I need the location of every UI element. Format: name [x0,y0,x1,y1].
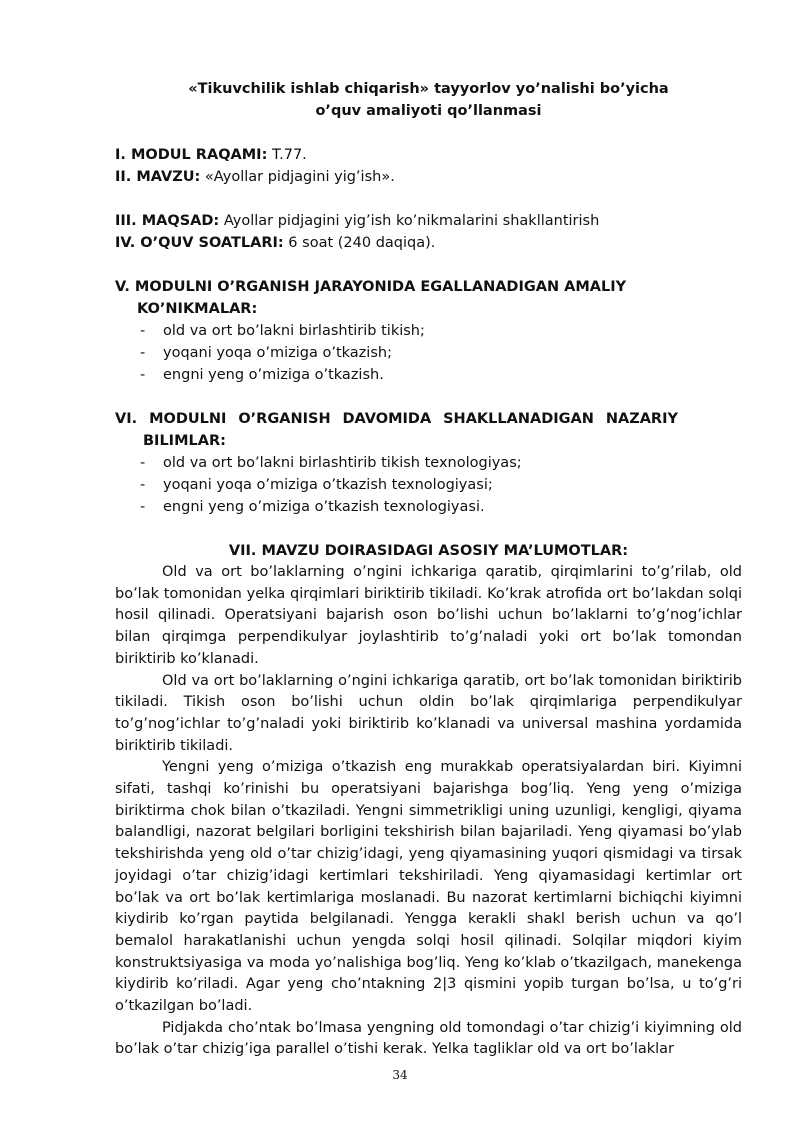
list-item: - old va ort bo’lakni birlashtirib tikish texnologiyas; [140,455,522,471]
section-5-list [115,320,742,386]
section-6 [115,408,742,518]
body-paragraph: Yengni yeng o’miziga o’tkazish eng murakkab operatsiyalardan biri. Kiyimni sifati, tashqi ko’rinishi bu operatsiyani bajarishga bog’liq. Yeng yeng o’miziga biriktirma chok bilan o’tkaziladi. Yengni simmetrikligi uning uzunligi, kengligi, qiyama balandligi, nazorat belgilari borligini tekshirish bilan bajariladi. Yeng qiyamasi bo’ylab tekshirishda yeng old o’tar chizig’idagi, yeng qiyamasining yuqori qismidagi va tirsak joyidagi o’tar chizig’idagi kertimlari tekshiriladi. Yeng qiyamasidagi kertimlar ort bo’lak va ort bo’lak kertimlariga moslanadi. Bu nazorat kertimlarni bichiqchi kiyimni kiydirib ko’rgan paytida belgilanadi. Yengga kerakli shakl berish uchun va qo’l bemalol harakatlanishi uchun yengda solqi hosil qilinadi. Solqilar miqdori kiyim konstruktsiyasiga va moda yo’nalishiga bog’liq. Yeng ko’klab o’tkazilgach, manekenga kiydirib ko’riladi. Agar yeng cho’ntakning 2|3 qismini yopib turgan bo’lsa, u to’g’ri o’tkazilgan bo’ladi. [115,759,742,1015]
mavzu-value: «Ayollar pidjagini yig’ish». [200,169,395,185]
mavzu-label: II. MAVZU: [115,169,201,185]
list-item: - yoqani yoqa o’miziga o’tkazish; [140,345,392,361]
section-6-heading-line-1: VI. MODULNI O’RGANISH DAVOMIDA SHAKLLANADIGAN NAZARIY [115,411,678,427]
body-paragraph: Old va ort bo’laklarning o’ngini ichkariga qaratib, qirqimlarini to’g’rilab, old bo’lak tomonidan yelka qirqimlari biriktirib tikiladi. Ko’krak atrofida ort bo’lakdan solqi hosil qilinadi. Operatsiyani bajarish oson bo’lishi uchun bo’laklarni to’g’nog’ichlar bilan qirqimga perpendikulyar joylashtirib to’g’naladi yoki ort bo’lak tomondan biriktirib ko’klanadi. [115,564,742,667]
modul-number-line [115,144,742,166]
soat-label: IV. O’QUV SOATLARI: [115,235,284,251]
section-7 [115,540,742,1061]
section-6-heading-line-2: BILIMLAR: [143,433,226,449]
section-5-heading-line-2: KO’NIKMALAR: [137,301,258,317]
list-item: - old va ort bo’lakni birlashtirib tikish; [140,323,425,339]
body-paragraph: Old va ort bo’laklarning o’ngini ichkariga qaratib, ort bo’lak tomonidan biriktirib tikiladi. Tikish oson bo’lishi uchun oldin bo’lak qirqimlariga perpendikulyar to’g’nog’ichlar to’g’naladi yoki biriktirib ko’klanadi va universal mashina yordamida biriktirib tikiladi. [115,672,742,754]
maqsad-line [115,210,742,232]
soat-line [115,232,742,254]
title-line-1: «Tikuvchilik ishlab chiqarish» tayyorlov yo’nalishi bo’yicha [188,81,669,97]
maqsad-value: Ayollar pidjagini yig’ish ko’nikmalarini shakllantirish [219,213,600,229]
list-item: - engni yeng o’miziga o’tkazish. [140,367,384,383]
document-page [115,78,742,1061]
soat-value: 6 soat (240 daqiqa). [283,235,436,251]
page-number: 34 [392,1068,408,1082]
section-5 [115,276,742,386]
document-title [115,78,742,122]
title-line-2: o’quv amaliyoti qo’llanmasi [315,103,542,119]
maqsad-label: III. MAQSAD: [115,213,220,229]
list-item: - engni yeng o’miziga o’tkazish texnologiyasi. [140,499,485,515]
list-item: - yoqani yoqa o’miziga o’tkazish texnologiyasi; [140,477,493,493]
body-paragraph: Pidjakda cho’ntak bo’lmasa yengning old tomondagi o’tar chizig’i kiyimning old bo’lak o’tar chizig’iga parallel o’tishi kerak. Yelka tagliklar old va ort bo’laklar [115,1019,742,1058]
mavzu-line [115,166,742,188]
modul-label: I. MODUL RAQAMI: [115,147,268,163]
section-6-list [115,452,742,518]
modul-value: T.77. [267,147,307,163]
section-5-heading-line-1: V. MODULNI O’RGANISH JARAYONIDA EGALLANADIGAN AMALIY [115,279,627,295]
section-7-heading: VII. MAVZU DOIRASIDAGI ASOSIY MA’LUMOTLAR: [228,543,629,559]
